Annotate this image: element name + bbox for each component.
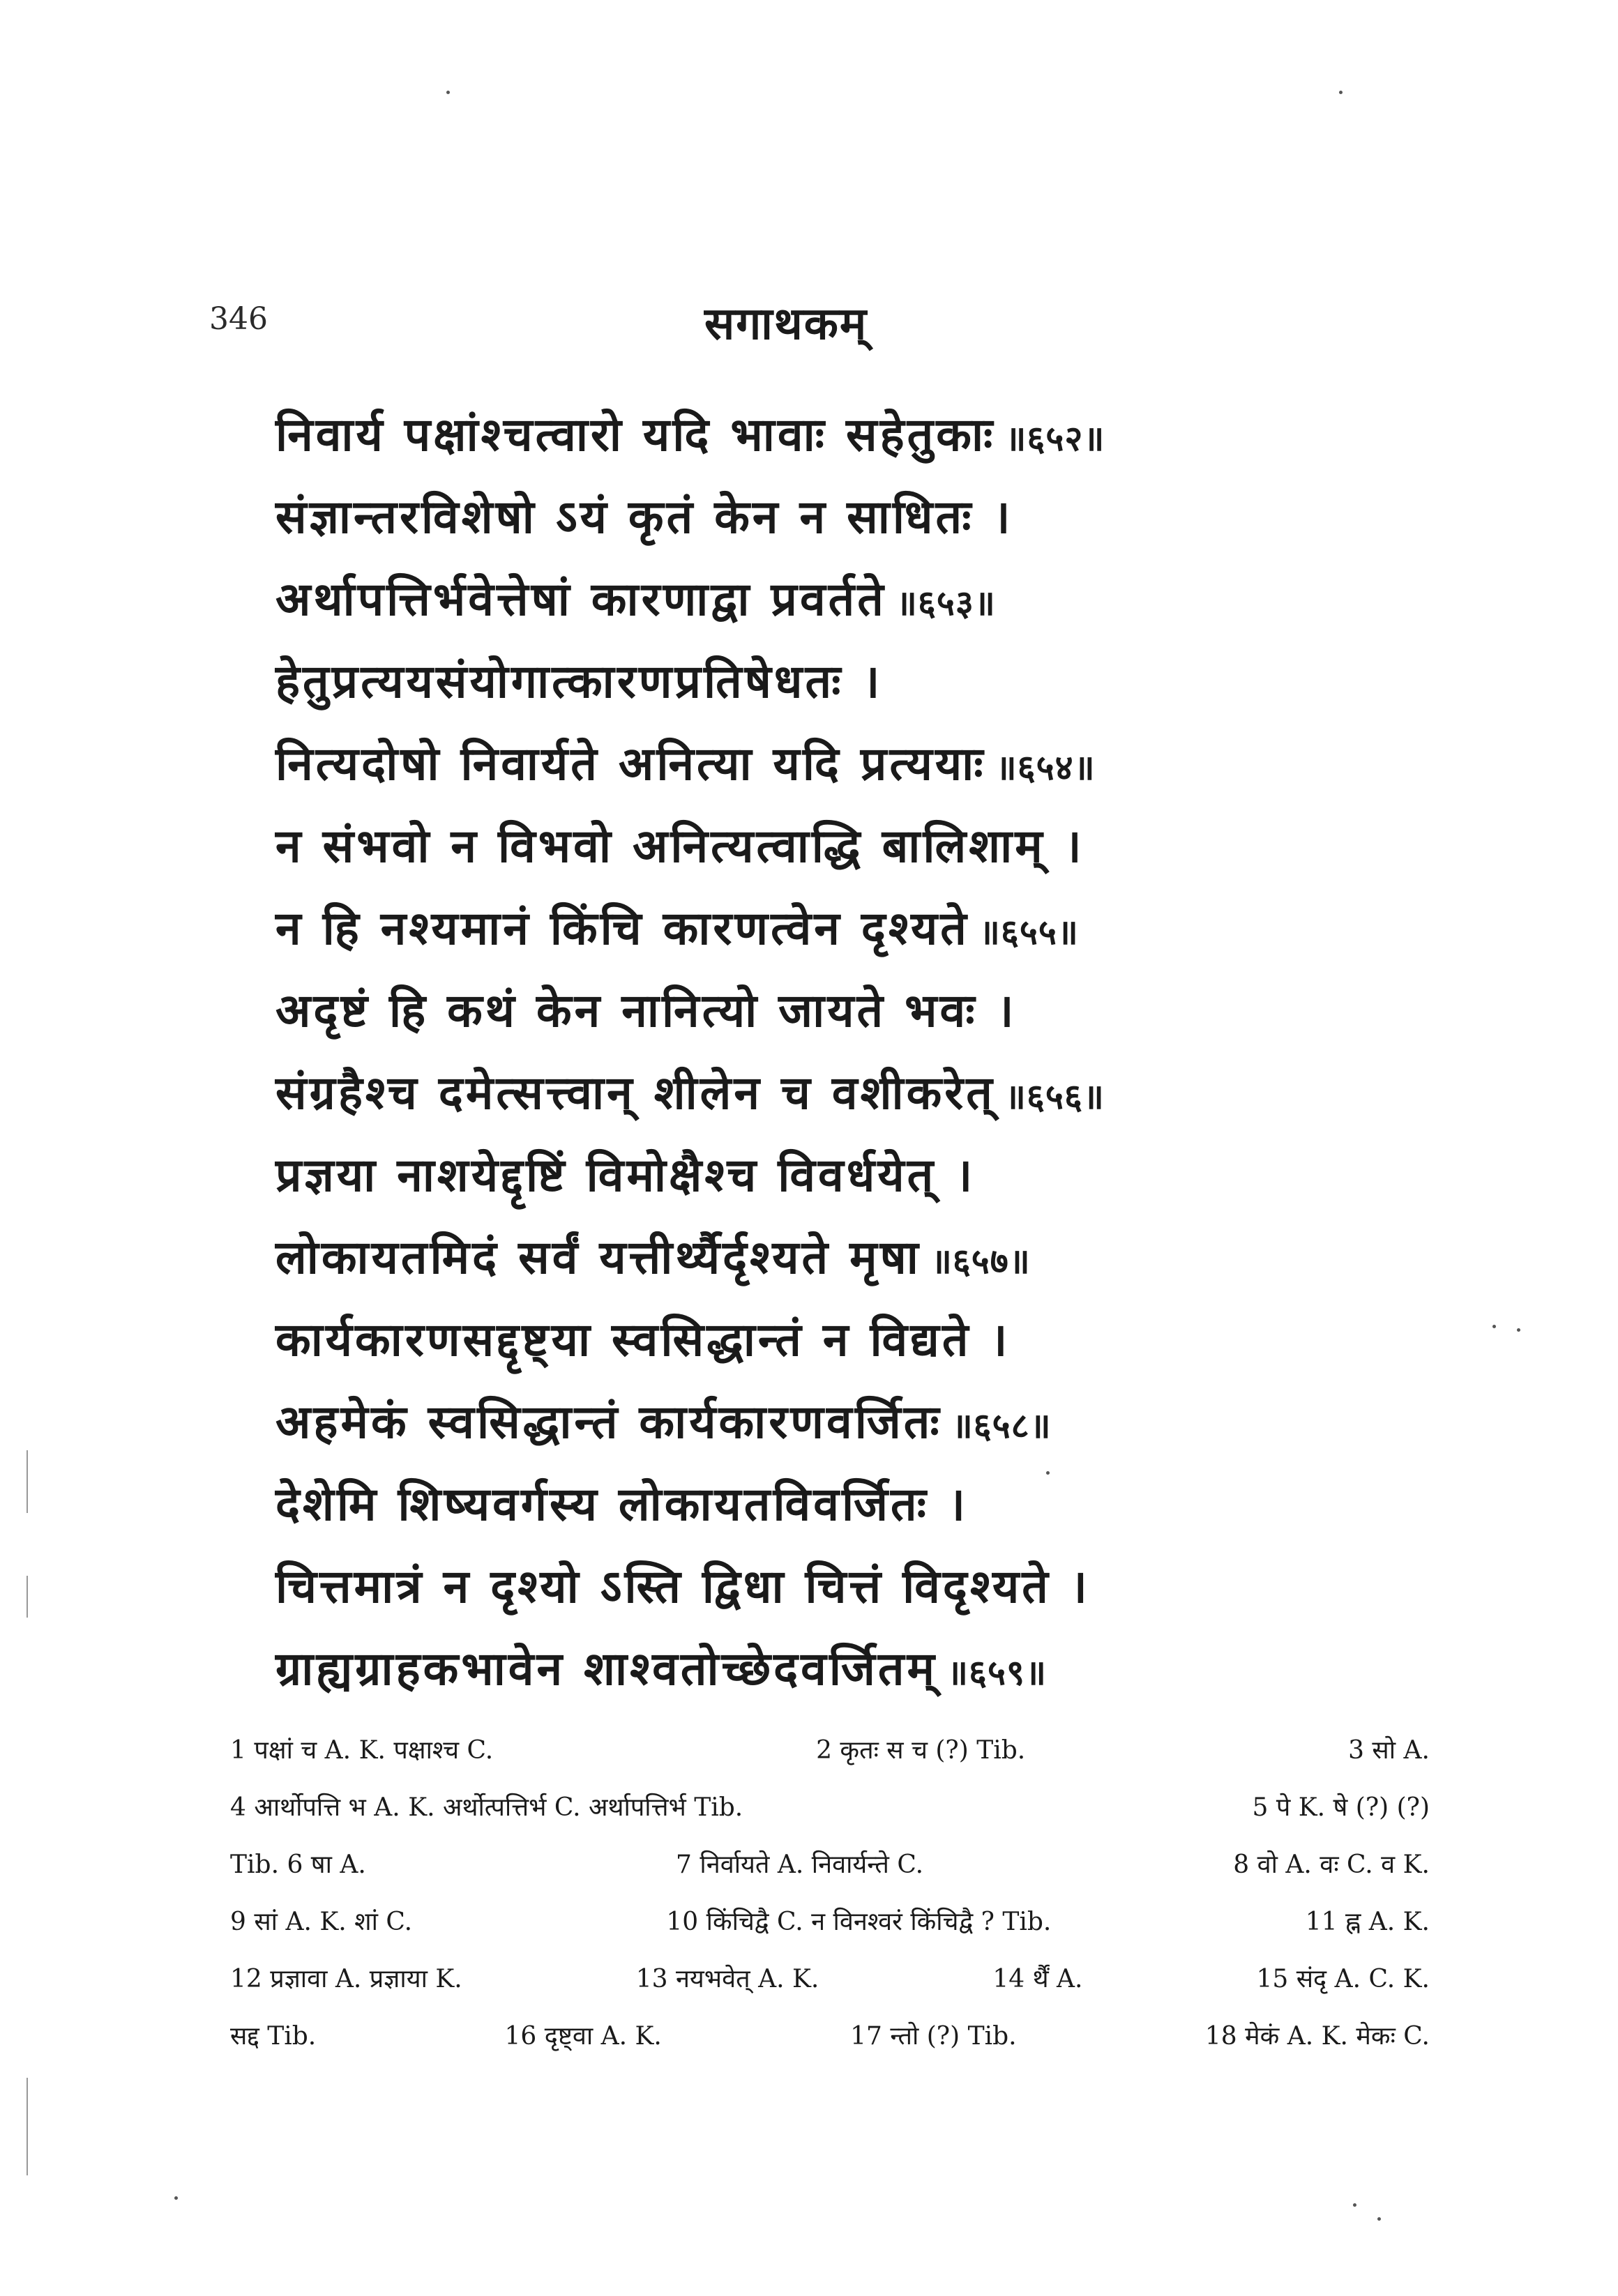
- verse-text: न हि नश्यमानं किंचि कारणत्वेन दृश्यते: [275, 902, 969, 955]
- footnote-line: [230, 1722, 1430, 1779]
- verse-number: ॥६५७॥: [930, 1241, 1031, 1282]
- footnote: 14 र्थैं A.: [992, 1965, 1083, 1993]
- verse-text: न संभवो न विभवो अनित्यत्वाद्धि बालिशाम् ।: [275, 819, 1084, 873]
- verse-line: [275, 558, 1419, 641]
- verse-line: [275, 476, 1419, 558]
- footnote: 12 प्रज्ञावा A. प्रज्ञाया K.: [230, 1965, 462, 1993]
- scan-speck: [1492, 1325, 1496, 1328]
- verse-line: [275, 1052, 1419, 1134]
- footnote-line: [230, 1837, 1430, 1894]
- footnote: 3 सो A.: [1348, 1736, 1430, 1765]
- verse-line: [275, 970, 1419, 1052]
- verse-text: लोकायतमिदं सर्वं यत्तीर्थ्यैर्दृश्यते मृषा: [275, 1231, 921, 1284]
- footnote: 8 वो A. वः C. व K.: [1233, 1850, 1430, 1879]
- footnote: 7 निर्वायते A. निवार्यन्ते C.: [676, 1850, 924, 1879]
- verse-text: कार्यकारणसद्दृष्ट्या स्वसिद्धान्तं न विद्यते ।: [275, 1313, 1011, 1367]
- verse-number: ॥६५६॥: [1004, 1077, 1105, 1117]
- footnote: 5 पे K. षे (?) (?): [1252, 1793, 1430, 1822]
- verse-text: ग्राह्यग्राहकभावेन शाश्वतोच्छेदवर्जितम्: [275, 1642, 937, 1696]
- verse-text: निवार्य पक्षांश्चत्वारो यदि भावाः सहेतुकाः: [275, 408, 996, 462]
- verse-line: [275, 1381, 1419, 1463]
- footnote: 11 ह्न A. K.: [1305, 1908, 1430, 1936]
- verse-text: अहमेकं स्वसिद्धान्तं कार्यकारणवर्जितः: [275, 1395, 942, 1449]
- verse-number: ॥६५५॥: [978, 912, 1079, 952]
- footnote: सद्द Tib.: [230, 2022, 317, 2051]
- scan-speck: [174, 2196, 178, 2200]
- page-number: 346: [209, 301, 268, 337]
- footnote: 13 नयभवेत् A. K.: [635, 1965, 819, 1993]
- footnote-line: [230, 1951, 1430, 2008]
- verse-line: [275, 641, 1419, 723]
- footnote: 2 कृतः स च (?) Tib.: [816, 1736, 1026, 1765]
- verse-line: [275, 1546, 1419, 1628]
- scan-speck: [1339, 91, 1343, 94]
- verse-text: संज्ञान्तरविशेषो ऽयं कृतं केन न साधितः ।: [275, 490, 1013, 544]
- scan-artifact-line: [27, 2078, 28, 2175]
- verse-text: अर्थापत्तिर्भवेत्तेषां कारणाद्वा प्रवर्तते: [275, 572, 886, 626]
- verse-line: [275, 394, 1419, 476]
- footnote: 1 पक्षां च A. K. पक्षाश्च C.: [230, 1736, 494, 1765]
- scan-speck: [1517, 1328, 1520, 1332]
- verse-text: अदृष्टं हि कथं केन नानित्यो जायते भवः ।: [275, 984, 1017, 1037]
- verse-line: [275, 805, 1419, 888]
- verse-number: ॥६५३॥: [895, 583, 996, 623]
- footnote: Tib. 6 षा A.: [230, 1850, 366, 1879]
- verse-number: ॥६५४॥: [995, 747, 1096, 788]
- scan-artifact-line: [27, 1576, 28, 1618]
- footnote: 9 सां A. K. शां C.: [230, 1908, 413, 1936]
- verse-text: देशेमि शिष्यवर्गस्य लोकायतविवर्जितः ।: [275, 1477, 968, 1531]
- footnote-line: [230, 2008, 1430, 2065]
- footnote-line: [230, 1779, 1430, 1837]
- footnote: 10 किंचिद्वै C. न विनश्वरं किंचिद्वै ? Tib.: [666, 1908, 1052, 1936]
- scan-speck: [446, 91, 450, 94]
- scan-speck: [1046, 1471, 1050, 1475]
- verse-line: [275, 1299, 1419, 1381]
- scan-artifact-line: [27, 1450, 28, 1513]
- verse-text: नित्यदोषो निवार्यते अनित्या यदि प्रत्ययाः: [275, 737, 986, 791]
- verse-number: ॥६५२॥: [1005, 418, 1105, 459]
- running-title: सगाथकम्: [704, 298, 868, 350]
- verse-text: प्रज्ञया नाशयेद्दृष्टिं विमोक्षैश्च विवर्धयेत् ।: [275, 1148, 976, 1202]
- footnote: 17 न्तो (?) Tib.: [850, 2022, 1017, 2051]
- verse-line: [275, 1628, 1419, 1710]
- verse-line: [275, 1463, 1419, 1546]
- verse-text: संग्रहैश्च दमेत्सत्त्वान् शीलेन च वशीकरेत्: [275, 1066, 995, 1120]
- verse-line: [275, 1134, 1419, 1217]
- verse-line: [275, 723, 1419, 805]
- scan-speck: [1377, 2217, 1381, 2221]
- footnote: 4 आर्थोपत्ति भ A. K. अर्थोत्पत्तिर्भ C. अर्थापत्तिर्भ Tib.: [230, 1793, 743, 1822]
- verse-text: हेतुप्रत्ययसंयोगात्कारणप्रतिषेधतः ।: [275, 655, 883, 708]
- footnote-line: [230, 1894, 1430, 1951]
- verse-line: [275, 888, 1419, 970]
- footnote: 16 दृष्ट्वा A. K.: [504, 2022, 662, 2051]
- verse-line: [275, 1217, 1419, 1299]
- verse-number: ॥६५९॥: [947, 1652, 1047, 1693]
- verse-text: चित्तमात्रं न दृश्यो ऽस्ति द्विधा चित्तं विदृश्यते ।: [275, 1560, 1090, 1613]
- scan-speck: [1353, 2203, 1356, 2207]
- verse-number: ॥६५८॥: [951, 1406, 1052, 1446]
- footnotes: [230, 1722, 1430, 2065]
- footnote: 18 मेकं A. K. मेकः C.: [1204, 2022, 1430, 2051]
- verse-block: [275, 394, 1419, 1710]
- footnote: 15 संदृ A. C. K.: [1256, 1965, 1430, 1993]
